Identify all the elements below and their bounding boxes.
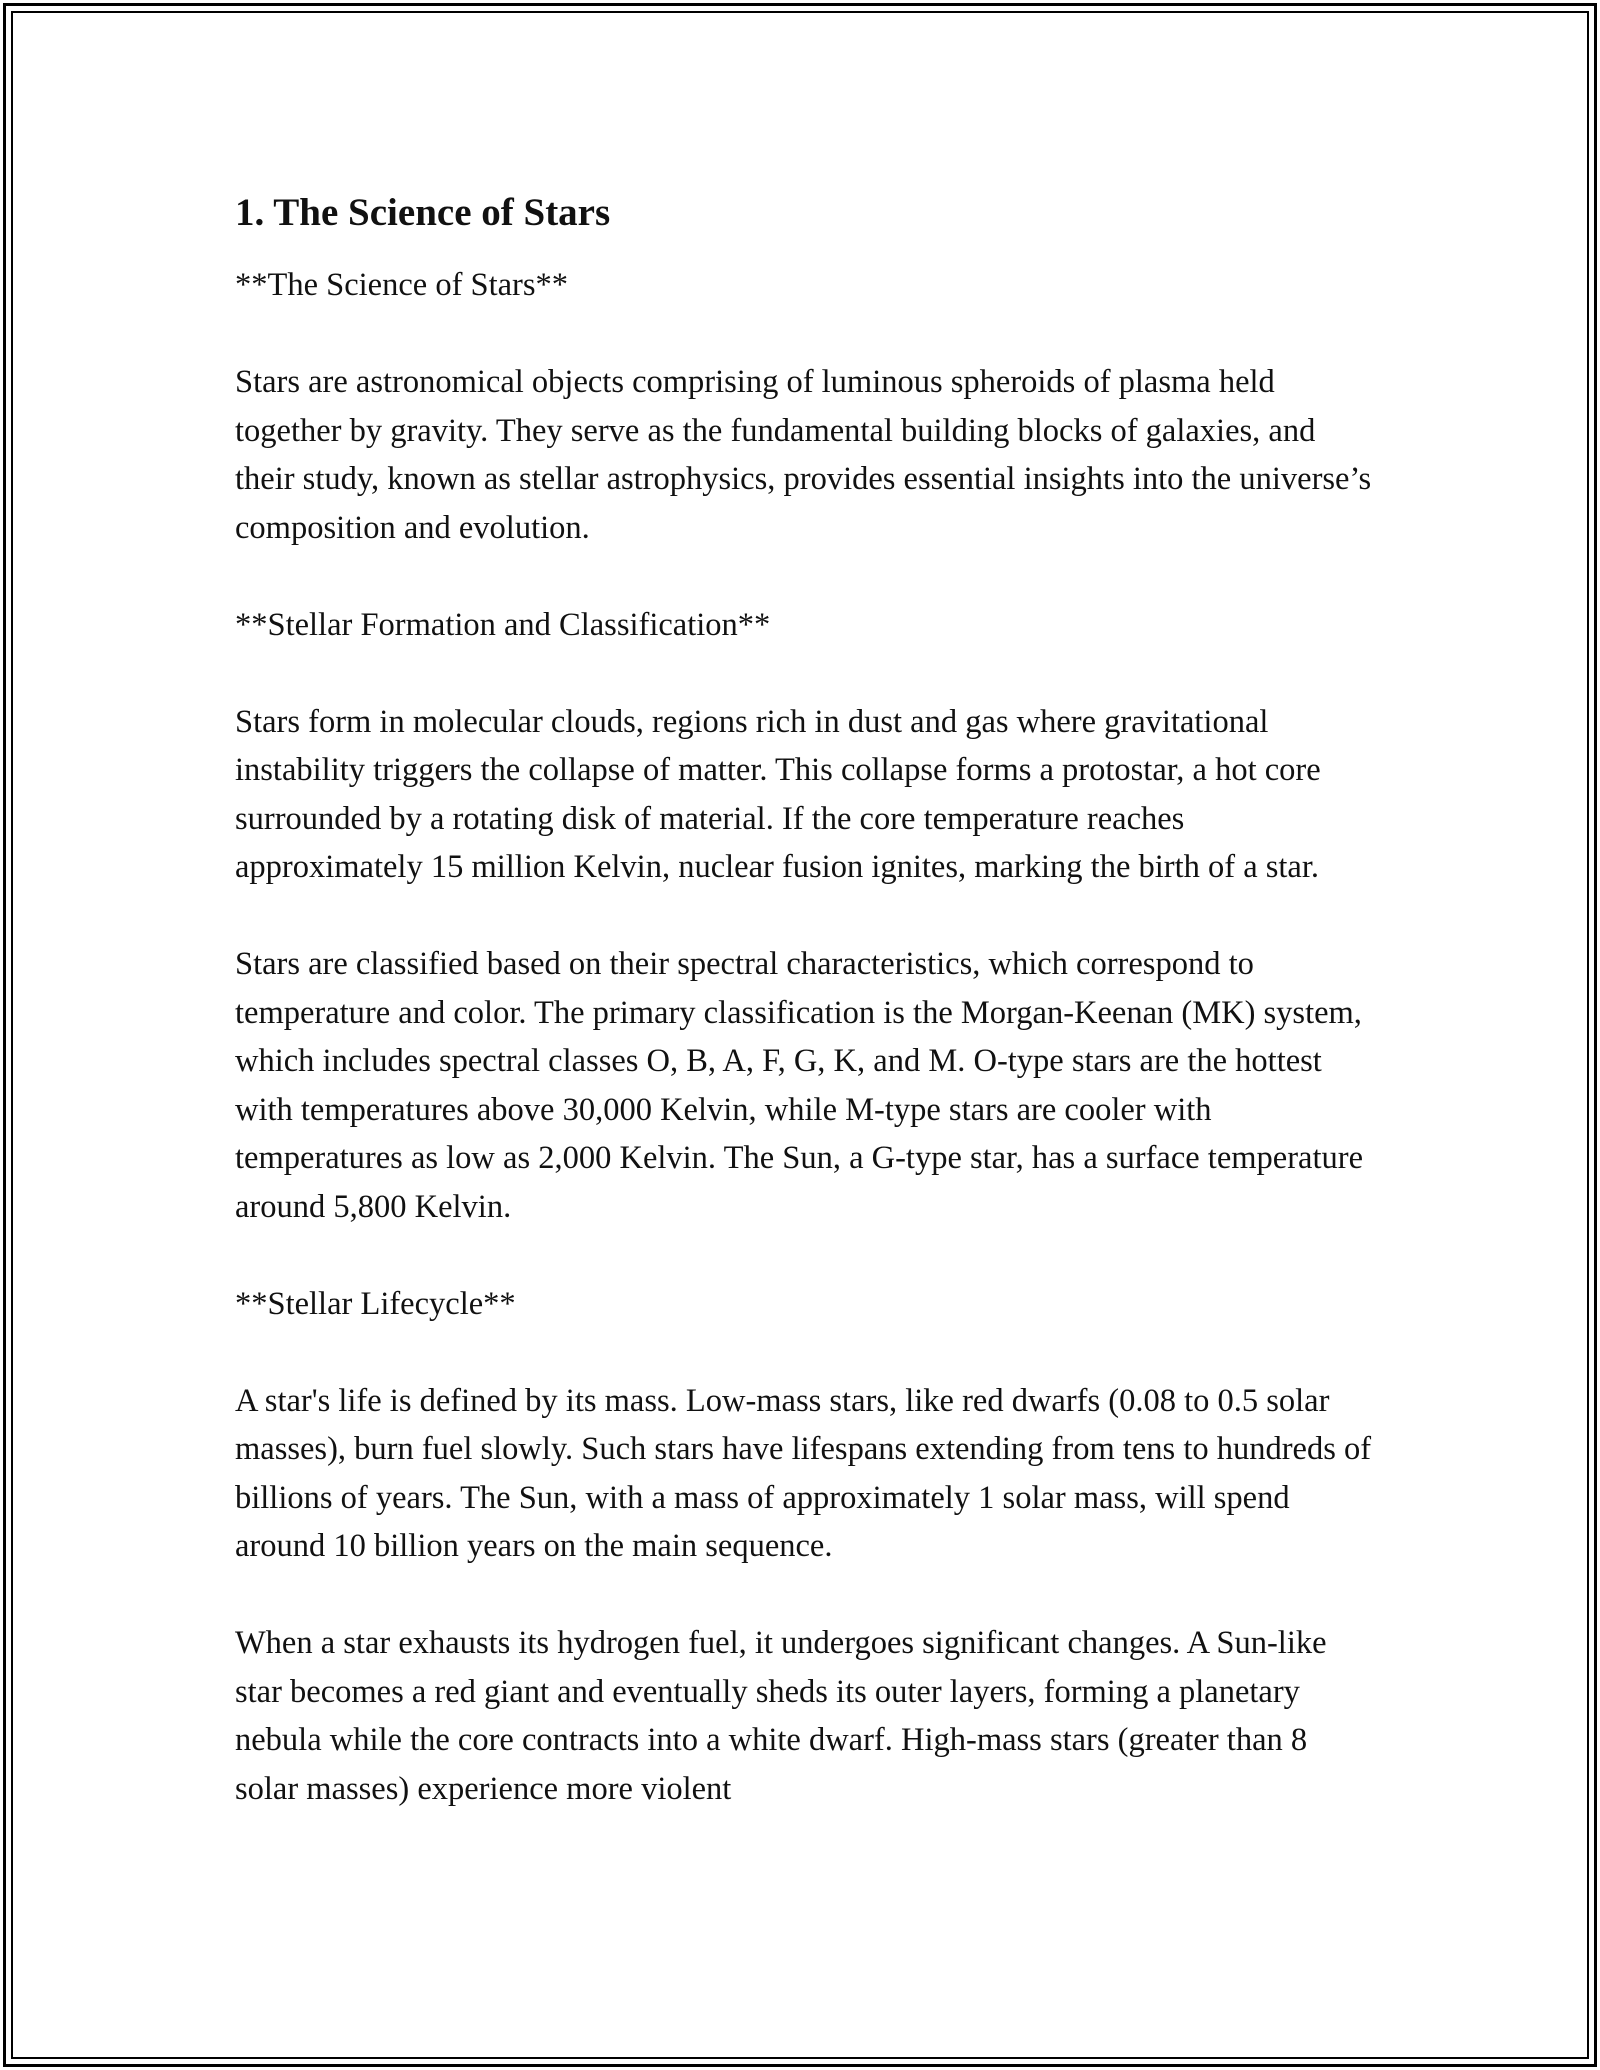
paragraph-formation: Stars form in molecular clouds, regions rich in dust and gas where gravitational instability triggers the collapse of matter. This collapse forms a protostar, a hot core surrounded by a rotating disk of material. If the core temperature reaches approximately 15 million Kelvin, nuclear fusion ignites, marking the birth of a star. [235,703,1321,885]
paragraph-classification: Stars are classified based on their spectral characteristics, which correspond to temperature and color. The primary classification is the Morgan-Keenan (MK) system, which includes spectral classes O, B, A, F, G, K, and M. O-type stars are the hottest with temperatures above 30,000 Kelvin, while M-type stars are cooler with temperatures as low as 2,000 Kelvin. The Sun, a G-type star, has a surface temperature around 5,800 Kelvin. [235,946,1363,1225]
section-title: 1. The Science of Stars [235,191,611,234]
paragraph-lifecycle-end: When a star exhausts its hydrogen fuel, it undergoes significant changes. A Sun-like star becomes a red giant and eventually sheds its outer layers, forming a planetary nebula while the core contracts into a white dwarf. High-mass stars (greater than 8 solar masses) experience more violent [235,1625,1327,1807]
subheading-science-of-stars: **The Science of Stars** [235,267,569,303]
paragraph-introduction: Stars are astronomical objects comprising of luminous spheroids of plasma held together by gravity. They serve as the fundamental building blocks of galaxies, and their study, known as stellar astrophysics, provides essential insights into the universe’s composition and evolution. [235,364,1372,546]
subheading-stellar-formation: **Stellar Formation and Classification** [235,606,771,643]
subheading-stellar-lifecycle: **Stellar Lifecycle** [235,1285,516,1322]
paragraph-lifecycle-mass: A star's life is defined by its mass. Low-mass stars, like red dwarfs (0.08 to 0.5 solar masses), burn fuel slowly. Such stars have lifespans extending from tens to hundreds of billions of years. The Sun, with a mass of approximately 1 solar mass, will spend around 10 billion years on the main sequence. [235,1382,1372,1564]
document-body [235,183,1375,1862]
